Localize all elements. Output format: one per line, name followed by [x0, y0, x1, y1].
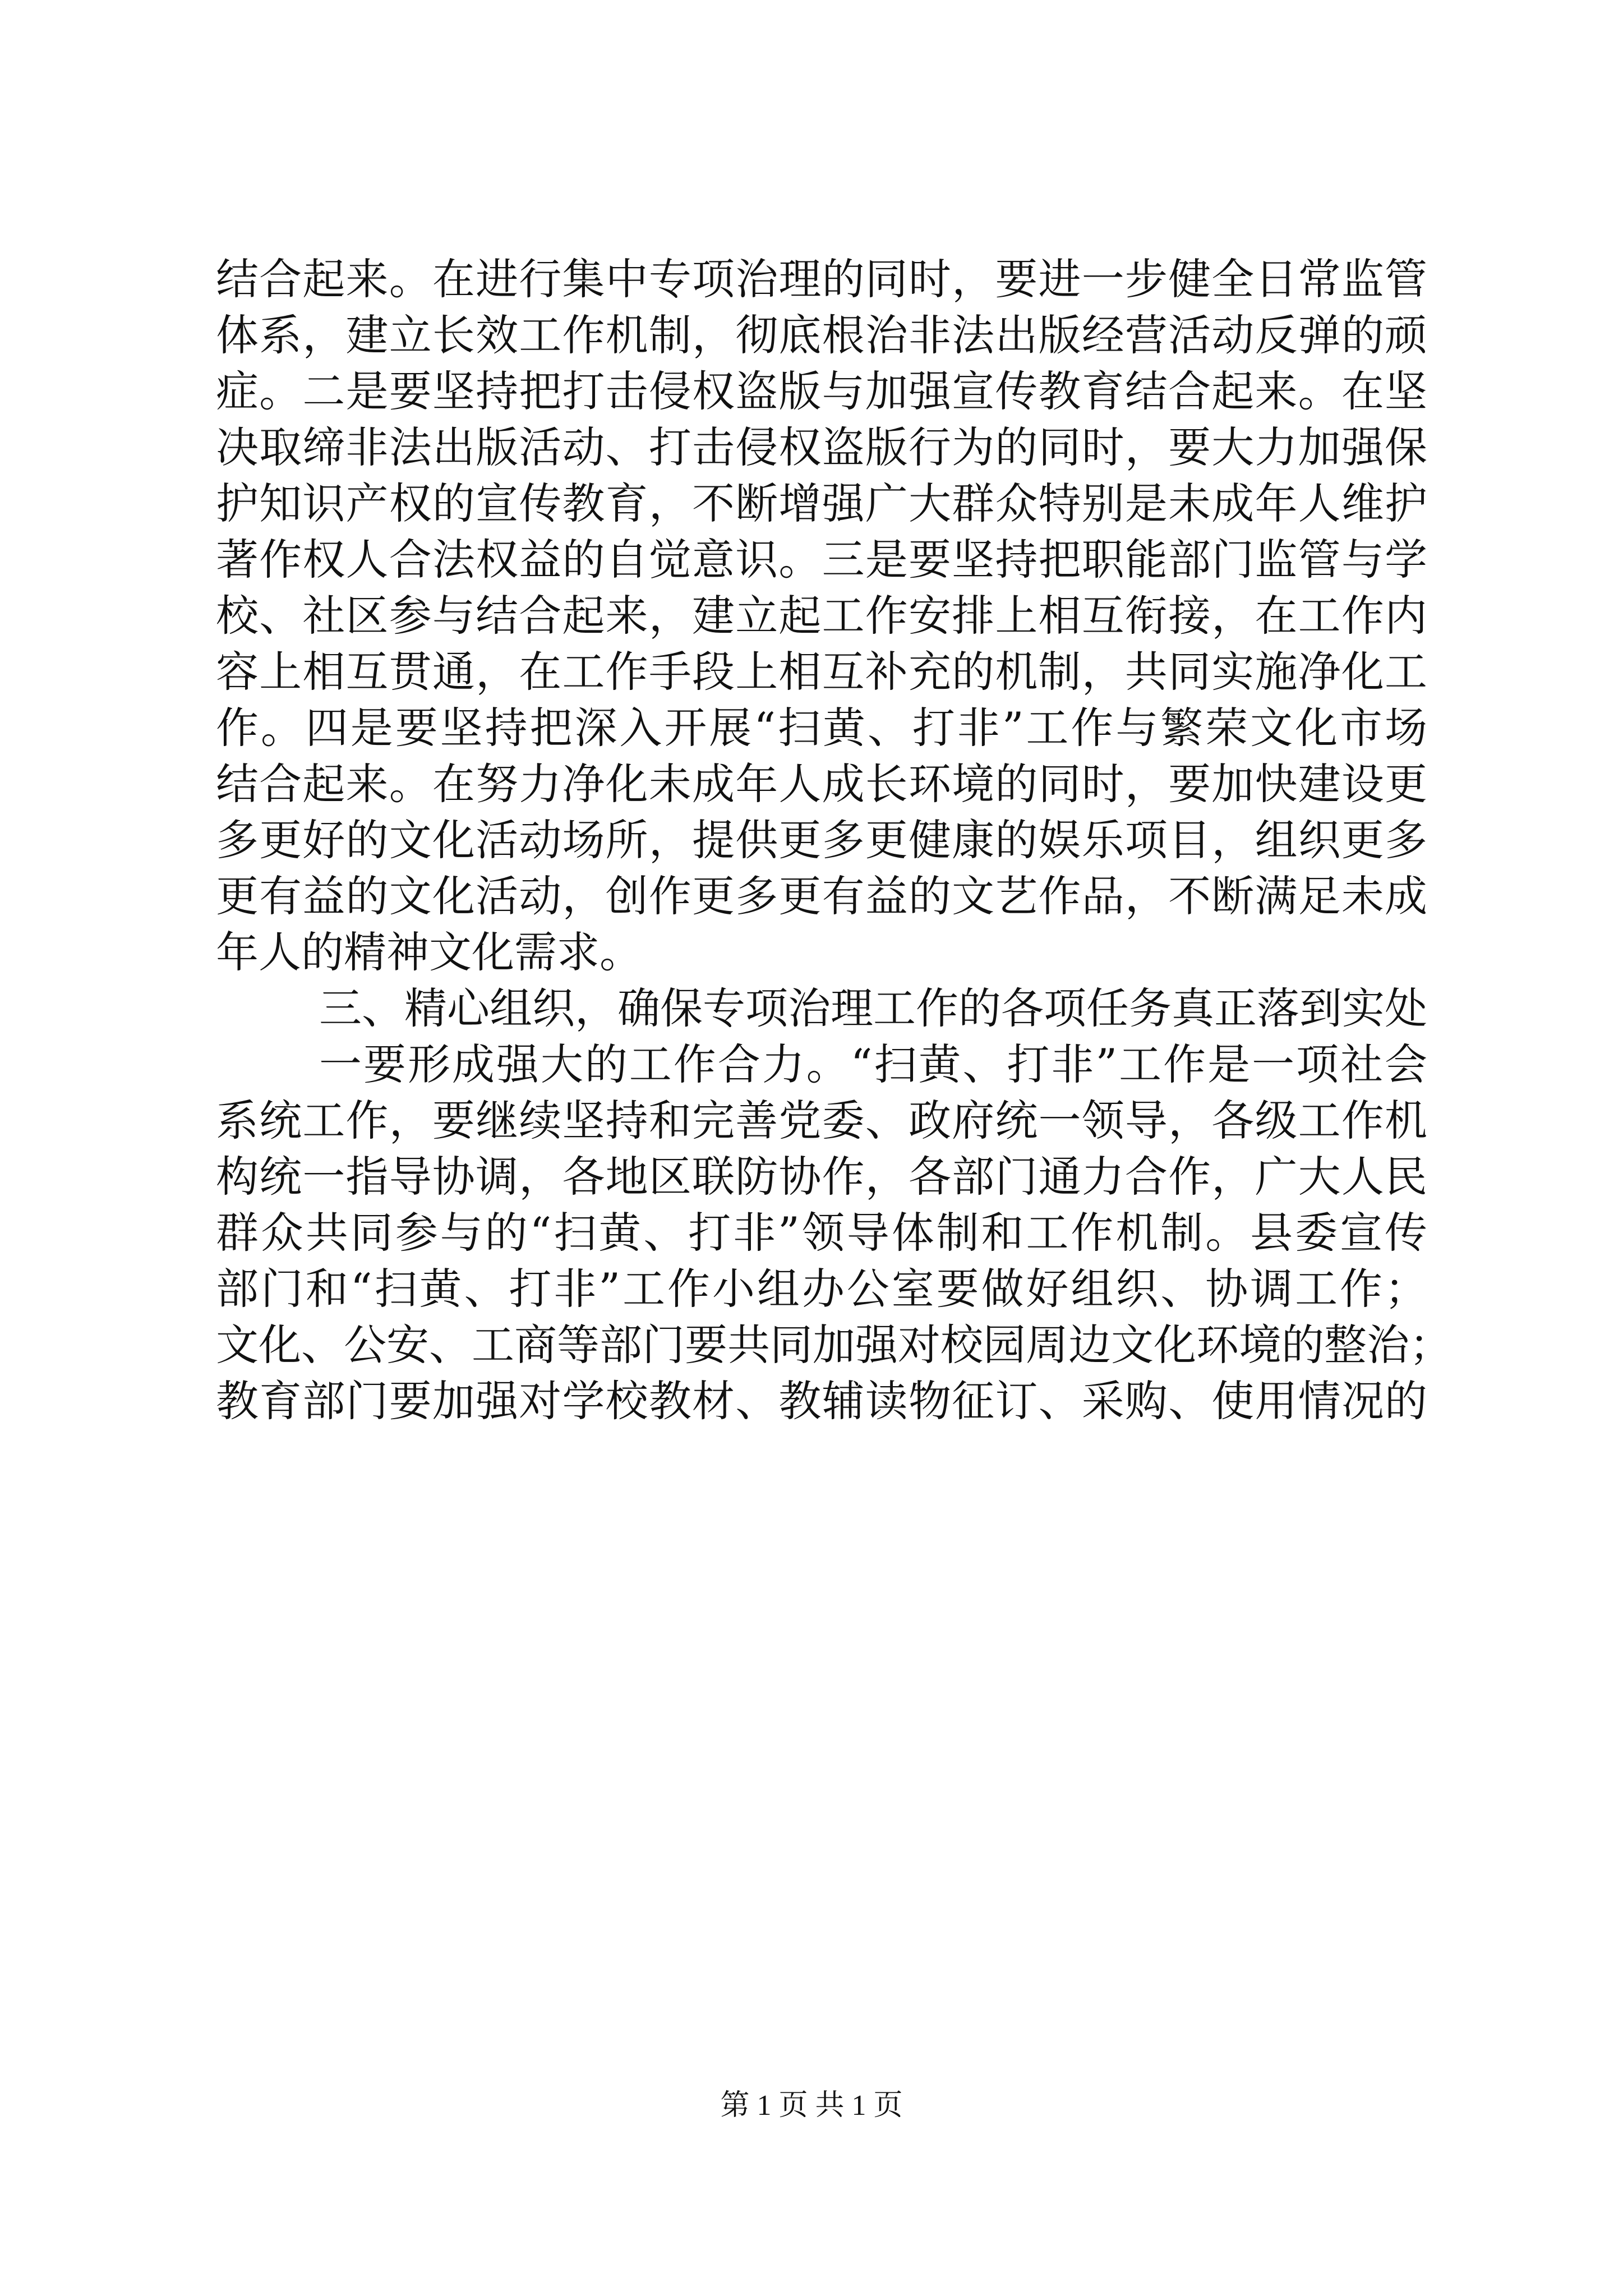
- text-line: 结合起来。在进行集中专项治理的同时，要进一步健全日常监管: [216, 254, 1427, 304]
- text-line: 构统一指导协调，各地区联防协作，各部门通力合作，广大人民: [216, 1152, 1427, 1202]
- text-line: 教育部门要加强对学校教材、教辅读物征订、采购、使用情况的: [216, 1376, 1427, 1426]
- text-line: 作。四是要坚持把深入开展“扫黄、打非”工作与繁荣文化市场: [216, 703, 1427, 753]
- text-line: 部门和“扫黄、打非”工作小组办公室要做好组织、协调工作；: [216, 1264, 1427, 1314]
- body-text: [216, 251, 1452, 1429]
- text-line: 群众共同参与的“扫黄、打非”领导体制和工作机制。县委宣传: [216, 1208, 1427, 1258]
- text-line: 系统工作，要继续坚持和完善党委、政府统一领导，各级工作机: [216, 1096, 1427, 1145]
- text-line: 容上相互贯通，在工作手段上相互补充的机制，共同实施净化工: [216, 647, 1427, 697]
- text-line: 决取缔非法出版活动、打击侵权盗版行为的同时，要大力加强保: [216, 422, 1427, 472]
- text-line: 文化、公安、工商等部门要共同加强对校园周边文化环境的整治；: [216, 1320, 1452, 1370]
- text-line: 更有益的文化活动，创作更多更有益的文艺作品，不断满足未成: [216, 871, 1427, 921]
- section-heading: 三、精心组织，确保专项治理工作的各项任务真正落到实处: [319, 983, 1427, 1033]
- text-line: 校、社区参与结合起来，建立起工作安排上相互衔接，在工作内: [216, 591, 1427, 641]
- text-line: 护知识产权的宣传教育，不断增强广大群众特别是未成年人维护: [216, 478, 1427, 528]
- text-line: 结合起来。在努力净化未成年人成长环境的同时，要加快建设更: [216, 759, 1427, 809]
- page-footer: 第 1 页 共 1 页: [720, 2090, 903, 2122]
- text-line: 年人的精神文化需求。: [216, 927, 642, 977]
- text-line: 著作权人合法权益的自觉意识。三是要坚持把职能部门监管与学: [216, 535, 1427, 585]
- paragraph-first-line: 一要形成强大的工作合力。“扫黄、打非”工作是一项社会: [319, 1039, 1427, 1089]
- text-line: 体系，建立长效工作机制，彻底根治非法出版经营活动反弹的顽: [216, 310, 1427, 360]
- text-line: 症。二是要坚持把打击侵权盗版与加强宣传教育结合起来。在坚: [216, 366, 1427, 416]
- text-line: 多更好的文化活动场所，提供更多更健康的娱乐项目，组织更多: [216, 815, 1427, 865]
